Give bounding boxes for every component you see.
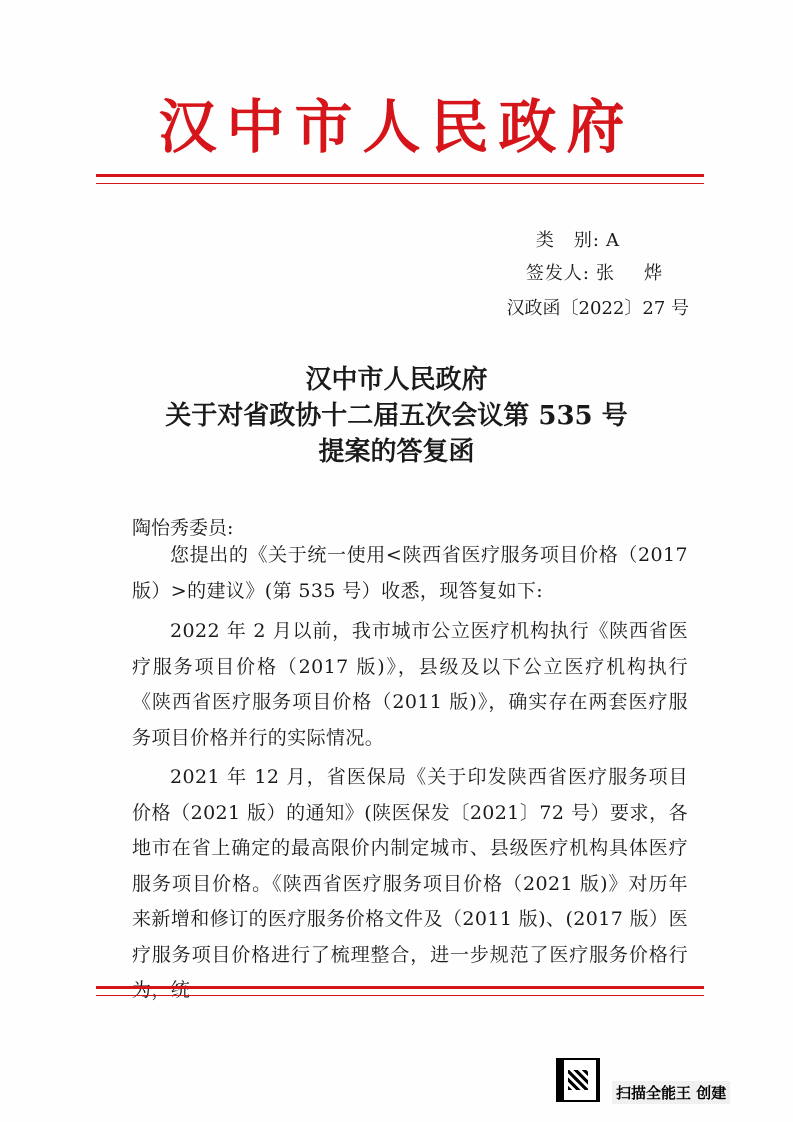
- body-paragraph: 2022 年 2 月以前，我市城市公立医疗机构执行《陕西省医疗服务项目价格（2017 版)》，县级及以下公立医疗机构执行《陕西省医疗服务项目价格（2011 版)》，确实存在两套医疗服务项目价格并行的实际情况。: [132, 620, 688, 749]
- qr-code-icon: [556, 1058, 600, 1102]
- category-label: 类 别:: [535, 230, 600, 251]
- title-line-3: 提案的答复函: [318, 437, 475, 467]
- signer-line: [526, 262, 668, 286]
- signer-value: 张 烨: [596, 263, 668, 284]
- body-paragraph: 2021 年 12 月，省医保局《关于印发陕西省医疗服务项目价格（2021 版）的通知》(陕医保发〔2021〕72 号）要求，各地市在省上确定的最高限价内制定城市、县级医疗机构具体医疗服务项目价格。《陕西省医疗服务项目价格（2021 版)》对历年来新增和修订的医疗服务价格文件及（2011 版)、(2017 版）医疗服务项目价格进行了梳理整合，进一步规范了医疗服务价格行为，统一: [132, 766, 688, 1001]
- footer-red-rule: [96, 986, 704, 996]
- category-line: [536, 229, 625, 253]
- salutation: 陶怡秀委员:: [132, 517, 234, 539]
- letterhead-title: 汉中市人民政府: [158, 93, 635, 161]
- body-paragraph: 您提出的《关于统一使用<陕西省医疗服务项目价格（2017 版）>的建议》(第 535 号）收悉，现答复如下:: [132, 544, 688, 602]
- document-number: 汉政函〔2022〕27 号: [506, 298, 689, 319]
- letterhead-red-rule: [96, 174, 704, 184]
- scanner-watermark: 扫描全能王 创建: [612, 1081, 730, 1104]
- category-value: A: [606, 230, 625, 251]
- title-line-2: 关于对省政协十二届五次会议第 535 号: [165, 401, 628, 431]
- document-title: [0, 362, 793, 470]
- title-line-1: 汉中市人民政府: [305, 365, 488, 395]
- signer-label: 签发人:: [525, 263, 590, 284]
